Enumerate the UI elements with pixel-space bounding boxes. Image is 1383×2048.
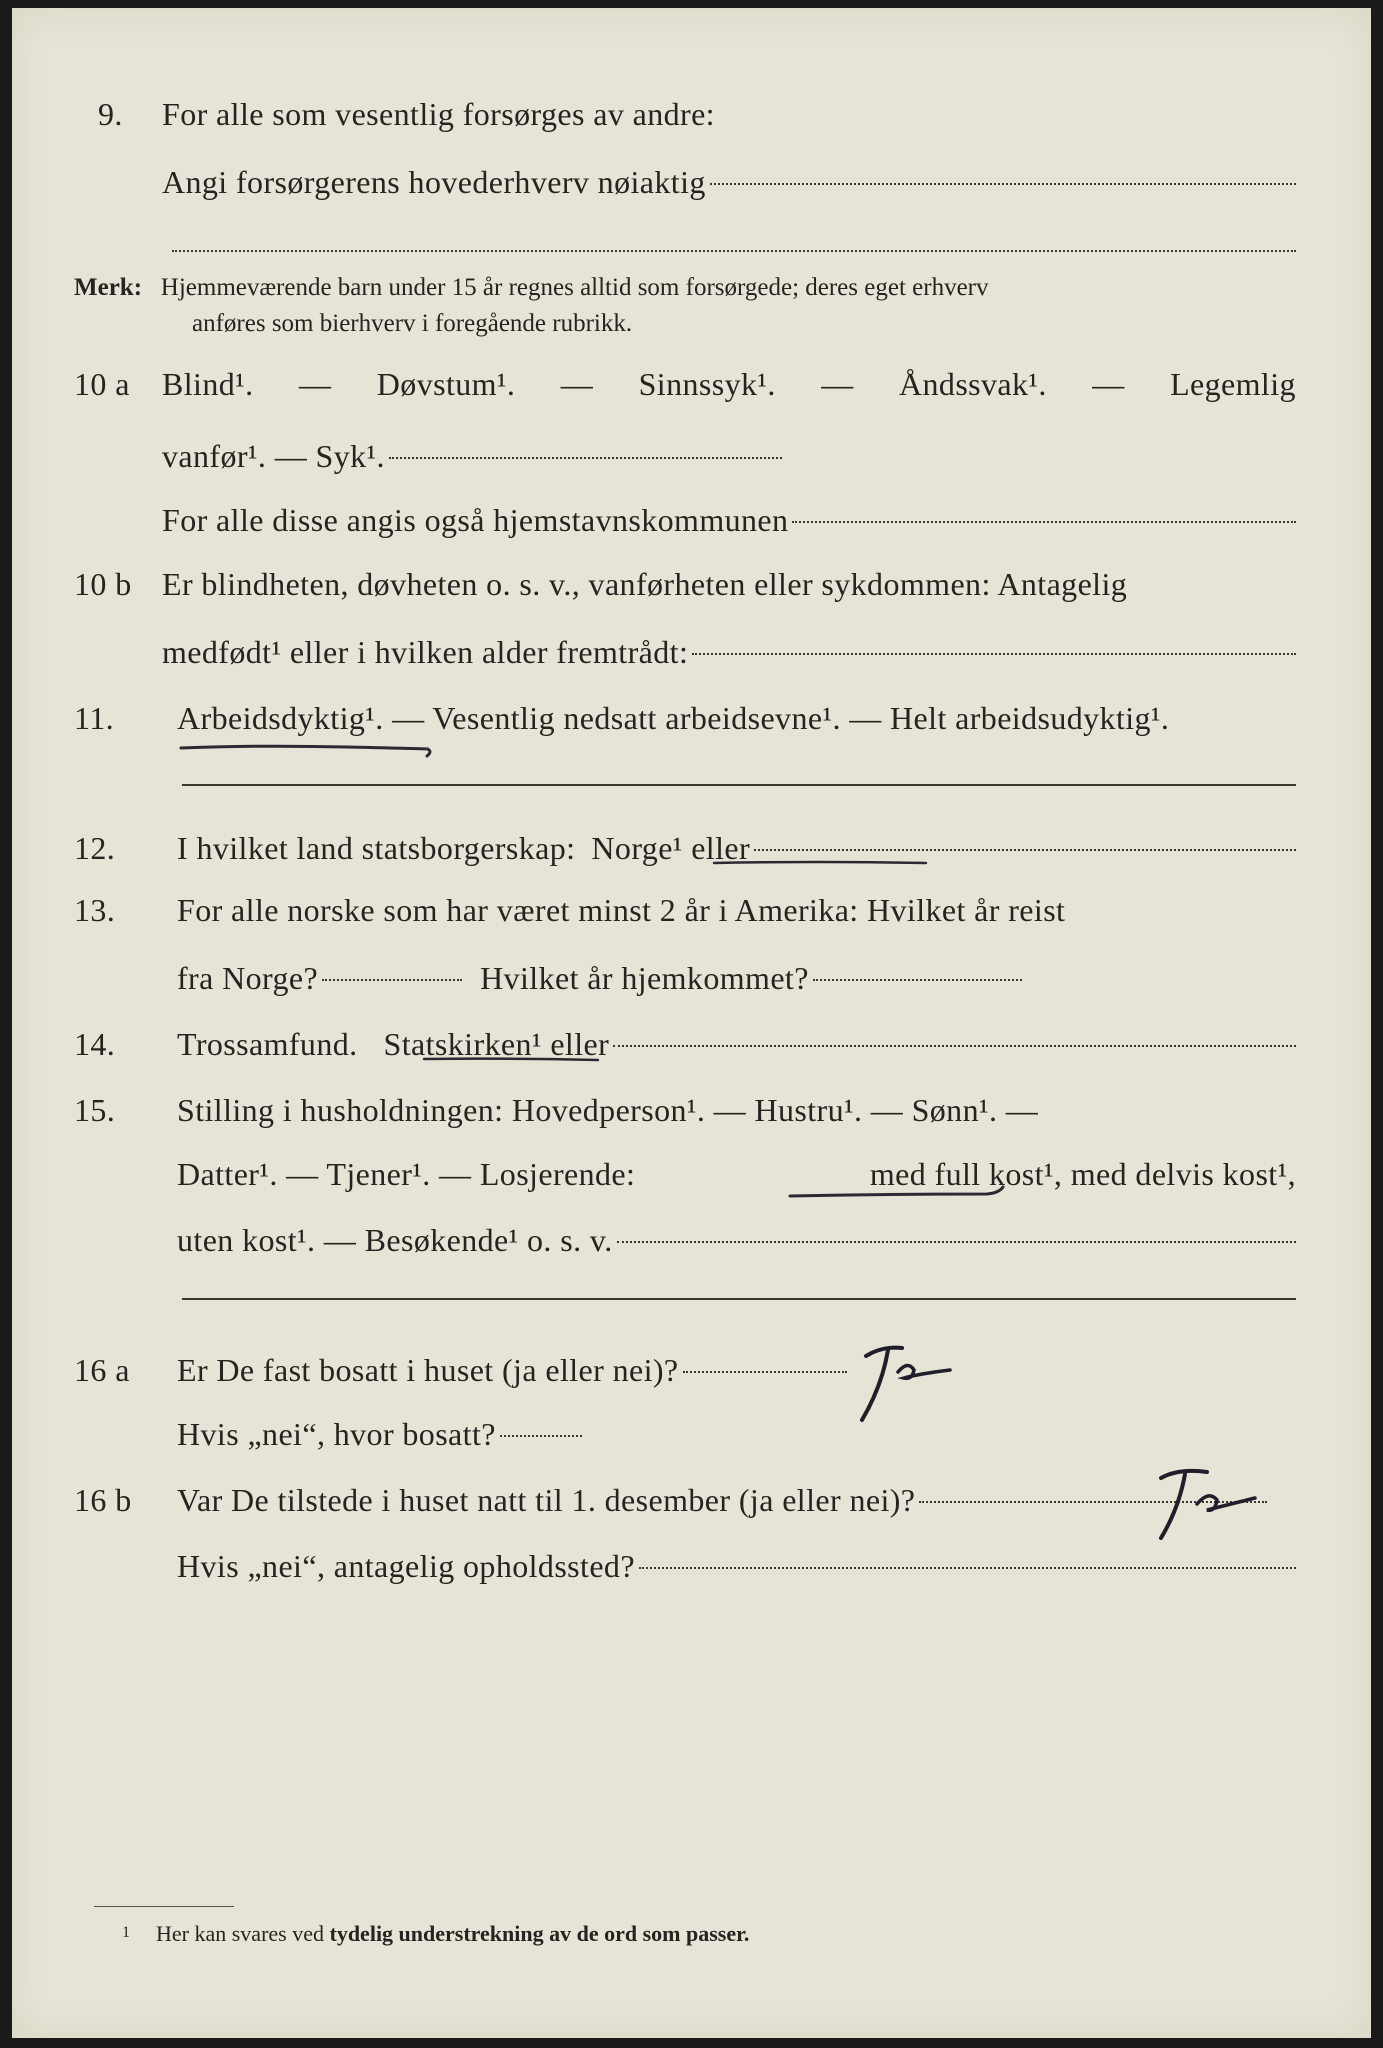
merk-note <box>74 270 1296 342</box>
q14-option-statskirken[interactable]: Statskirken¹ eller <box>383 1026 610 1062</box>
footnote-text-b: tydelig understrekning av de ord som passer. <box>329 1921 750 1946</box>
footnote-text-a: Her kan svares ved <box>156 1921 324 1946</box>
handwritten-answer-16b-ja <box>1137 1464 1267 1554</box>
q16a-bosatt-field[interactable] <box>500 1435 582 1437</box>
question-number-13: 13. <box>74 892 116 928</box>
q13-fra-norge: fra Norge? <box>177 960 319 996</box>
question-number-10a: 10 a <box>74 366 130 402</box>
option-andssvak[interactable]: Åndssvak¹. <box>899 366 1047 402</box>
q9-answer-line2[interactable] <box>172 250 1296 252</box>
handwritten-underline-statskirken <box>422 1052 602 1066</box>
handwritten-underline-norge <box>712 856 932 870</box>
question-number-10b: 10 b <box>74 566 132 602</box>
handwritten-underline-med-full-kost <box>787 1184 1007 1204</box>
dash: — <box>298 366 332 402</box>
q9-text-line1: For alle som vesentlig forsørges av andre: <box>162 96 715 132</box>
option-sinnssyk[interactable]: Sinnssyk¹. <box>638 366 776 402</box>
q15-answer-field[interactable] <box>617 1241 1296 1243</box>
q15-line2a[interactable]: Datter¹. — Tjener¹. — Losjerende: <box>177 1156 636 1192</box>
question-number-14: 14. <box>74 1026 116 1062</box>
merk-line2: anføres som bierhverv i foregående rubrikk. <box>192 310 633 337</box>
q10a-line3: For alle disse angis også hjemstavnskommunen <box>162 502 789 538</box>
option-dovstum[interactable]: Døvstum¹. <box>376 366 516 402</box>
q13-line1: For alle norske som har været minst 2 år i Amerika: Hvilket år reist <box>177 892 1066 928</box>
q15-line2b[interactable]: med full kost¹, med delvis kost¹, <box>869 1156 1296 1192</box>
footnote-rule <box>94 1906 234 1907</box>
q15-line1[interactable]: Stilling i husholdningen: Hovedperson¹. — Hustru¹. — Sønn¹. — <box>177 1092 1039 1128</box>
question-number-11: 11. <box>74 700 115 736</box>
q9-text-line2: Angi forsørgerens hovederhverv nøiaktig <box>162 164 706 200</box>
handwritten-underline-arbeidsdyktig <box>177 736 437 760</box>
q12-prefix: I hvilket land statsborgerskap: <box>177 830 576 866</box>
q12-answer-field[interactable] <box>754 849 1296 851</box>
q14-prefix: Trossamfund. <box>177 1026 358 1062</box>
q10a-options <box>162 364 1296 404</box>
q10b-line1: Er blindheten, døvheten o. s. v., vanførheten eller sykdommen: Antagelig <box>162 566 1128 602</box>
q16b-line2: Hvis „nei“, antagelig opholdssted? <box>177 1548 635 1584</box>
handwritten-answer-16a-ja <box>822 1326 962 1436</box>
option-legemlig[interactable]: Legemlig <box>1170 366 1296 402</box>
q13-reist-field[interactable] <box>322 979 462 981</box>
q10a-line2[interactable]: vanfør¹. — Syk¹. <box>162 438 385 474</box>
q15-rule <box>182 1298 1296 1300</box>
q16a-line1: Er De fast bosatt i huset (ja eller nei)? <box>177 1352 679 1388</box>
q11-rule <box>182 784 1296 786</box>
footnote <box>122 1918 749 1949</box>
q14-answer-field[interactable] <box>613 1045 1296 1047</box>
dash: — <box>821 366 854 402</box>
q16b-line1: Var De tilstede i huset natt til 1. desember (ja eller nei)? <box>177 1482 916 1518</box>
q10b-answer-field[interactable] <box>692 653 1296 655</box>
q16b-opholdssted-field[interactable] <box>639 1567 1296 1569</box>
q12-option-norge[interactable]: Norge¹ eller <box>591 830 751 866</box>
merk-label: Merk: <box>74 274 143 301</box>
q15-line3[interactable]: uten kost¹. — Besøkende¹ o. s. v. <box>177 1222 613 1258</box>
q10a-answer-field[interactable] <box>389 457 782 459</box>
q13-hjemkommet: Hvilket år hjemkommet? <box>480 960 809 996</box>
question-number-9: 9. <box>98 96 123 132</box>
census-form-page <box>12 8 1371 2038</box>
q11-line1[interactable]: Arbeidsdyktig¹. — Vesentlig nedsatt arbeidsevne¹. — Helt arbeidsudyktig¹. <box>177 700 1170 736</box>
question-number-16a: 16 a <box>74 1352 130 1388</box>
question-number-15: 15. <box>74 1092 116 1128</box>
q9-answer-field[interactable] <box>710 183 1296 185</box>
q10b-line2: medfødt¹ eller i hvilken alder fremtrådt: <box>162 634 689 670</box>
question-number-12: 12. <box>74 830 116 866</box>
question-number-16b: 16 b <box>74 1482 132 1518</box>
q13-hjemkommet-field[interactable] <box>813 979 1022 981</box>
option-blind[interactable]: Blind¹. <box>162 366 254 402</box>
q16a-line2: Hvis „nei“, hvor bosatt? <box>177 1416 496 1452</box>
merk-line1: Hjemmeværende barn under 15 år regnes alltid som forsørgede; deres eget erhverv <box>160 274 989 301</box>
q10a-hjemstavn-field[interactable] <box>792 521 1296 523</box>
footnote-mark: 1 <box>122 1924 130 1941</box>
dash: — <box>560 366 594 402</box>
dash: — <box>1092 366 1125 402</box>
